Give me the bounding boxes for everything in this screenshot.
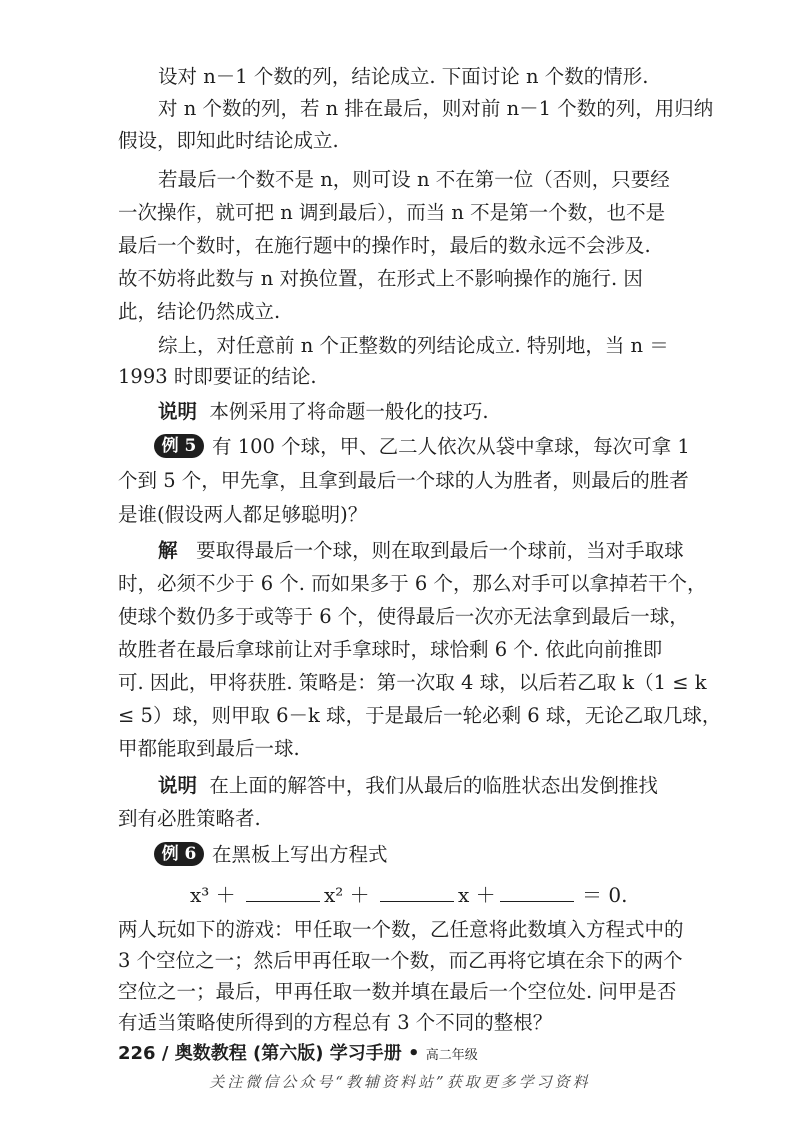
paragraph-line: 是谁(假设两人都足够聪明)？ [118,503,368,526]
paragraph-line: 两人玩如下的游戏：甲任取一个数，乙任意将此数填入方程式中的 [118,918,684,941]
note-label: 说明 [158,774,198,797]
example-6-text: 在黑板上写出方程式 [212,843,388,866]
paragraph-line: 甲都能取到最后一球. [118,737,300,760]
paragraph-line: 时，必须不少于 6 个. 而如果多于 6 个，那么对手可以拿掉若干个， [118,572,707,595]
paragraph-line: ≤ 5）球，则甲取 6－k 球，于是最后一轮必剩 6 球，无论乙取几球， [118,704,722,727]
paragraph-line: 1993 时即要证的结论. [118,365,317,388]
paragraph-line: 个到 5 个，甲先拿，且拿到最后一个球的人为胜者，则最后的胜者 [118,469,689,492]
equation-term-cubic: x³ ＋ [190,883,236,907]
equation-term-square: x² ＋ [324,883,370,907]
note-line [158,769,682,803]
equation-term-linear: x ＋ [458,883,496,907]
paragraph-line: 假设，即知此时结论成立. [118,129,339,152]
equation-blank [500,901,574,902]
page-footer [118,1039,478,1069]
equation [190,875,628,915]
paragraph-line: 对 n 个数的列，若 n 排在最后，则对前 n－1 个数的列，用归纳 [158,97,714,120]
paragraph-line: 综上，对任意前 n 个正整数的列结论成立. 特别地，当 n ＝ [158,334,669,357]
paragraph-line: 空位之一；最后，甲再任取一数并填在最后一个空位处. 问甲是否 [118,980,677,1003]
paragraph-line: 此，结论仍然成立. [118,300,281,323]
grade-label: 高二年级 [425,1048,478,1063]
solution-line [158,534,682,568]
solution-label: 解 [158,539,178,562]
equation-equals-zero: ＝ 0. [582,883,628,907]
paragraph-line: 故胜者在最后拿球前让对手拿球时，球恰剩 6 个. 依此向前推即 [118,638,663,661]
paragraph-line: 最后一个数时，在施行题中的操作时，最后的数永远不会涉及. [118,234,651,257]
equation-blank [380,901,454,902]
footer-separator: / [161,1043,169,1064]
page-number: 226 [118,1043,156,1064]
paragraph-line: 有适当策略使所得到的方程总有 3 个不同的整根？ [118,1011,553,1034]
paragraph-line: 可. 因此，甲将获胜. 策略是：第一次取 4 球，以后若乙取 k（1 ≤ k [118,671,707,694]
book-title: 奥数教程 (第六版) 学习手册 [174,1043,402,1064]
paragraph-line: 使球个数仍多于或等于 6 个，使得最后一次亦无法拿到最后一球， [118,605,689,628]
example-5-badge: 例 5 [154,434,204,458]
paragraph-line: 到有必胜策略者. [118,807,261,830]
watermark-text: 关注微信公众号“教辅资料站”获取更多学习资料 [209,1073,591,1091]
example-6-heading [154,838,678,872]
paragraph-line: 设对 n－1 个数的列，结论成立. 下面讨论 n 个数的情形. [158,65,649,88]
solution-text: 要取得最后一个球，则在取到最后一个球前，当对手取球 [196,539,684,562]
paragraph-line: 一次操作，就可把 n 调到最后），而当 n 不是第一个数，也不是 [118,201,666,224]
note-text: 本例采用了将命题一般化的技巧. [209,400,489,423]
example-5-heading [154,430,690,464]
paragraph-line: 若最后一个数不是 n，则可设 n 不在第一位（否则，只要经 [158,168,670,191]
note-line [158,395,682,429]
equation-blank [246,901,320,902]
footer-dot: • [408,1043,420,1064]
note-label: 说明 [158,400,198,423]
note-text: 在上面的解答中，我们从最后的临胜状态出发倒推找 [209,774,658,797]
example-6-badge: 例 6 [154,842,204,866]
paragraph-line: 故不妨将此数与 n 对换位置，在形式上不影响操作的施行. 因 [118,267,643,290]
example-5-text: 有 100 个球，甲、乙二人依次从袋中拿球，每次可拿 1 [212,435,690,458]
paragraph-line: 3 个空位之一；然后甲再任取一个数，而乙再将它填在余下的两个 [118,949,683,972]
